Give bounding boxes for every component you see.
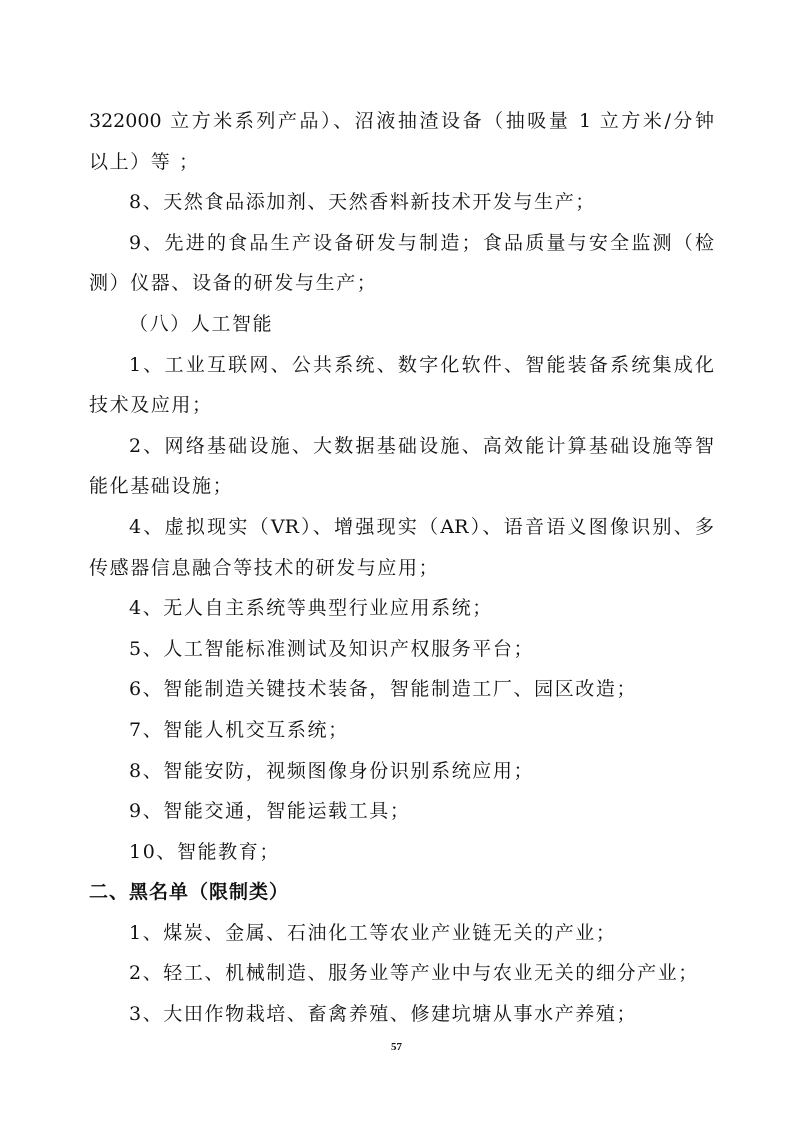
section-heading: 二、黑名单（限制类） [89, 881, 290, 904]
body-text [89, 101, 714, 1035]
list-item: 1、煤炭、金属、石油化工等农业产业链无关的产业； [129, 921, 617, 944]
list-item: 3、大田作物栽培、畜禽养殖、修建坑塘从事水产养殖； [129, 1003, 638, 1026]
list-item: 4、无人自主系统等典型行业应用系统； [129, 597, 493, 620]
text-line: 测）仪器、设备的研发与生产； [89, 272, 378, 295]
list-item: 1、工业互联网、公共系统、数字化软件、智能装备系统集成化 [129, 353, 714, 376]
list-item: 8、天然食品添加剂、天然香料新技术开发与生产； [129, 191, 596, 214]
list-item: 10、智能教育； [129, 840, 280, 863]
text-line: 能化基础设施； [89, 475, 234, 498]
text-line: 技术及应用； [89, 394, 213, 417]
page-number: 57 [391, 1041, 402, 1053]
list-item: 9、智能交通，智能运载工具； [129, 800, 411, 823]
list-item: 6、智能制造关键技术装备，智能制造工厂、园区改造； [129, 678, 638, 701]
list-item: 8、智能安防，视频图像身份识别系统应用； [129, 759, 535, 782]
text-line: 传感器信息融合等技术的研发与应用； [89, 556, 440, 579]
list-item: 4、虚拟现实（VR）、增强现实（AR）、语音语义图像识别、多 [129, 515, 714, 538]
section-subheading: （八）人工智能 [129, 312, 274, 335]
list-item: 5、人工智能标准测试及知识产权服务平台； [129, 637, 535, 660]
list-item: 2、网络基础设施、大数据基础设施、高效能计算基础设施等智 [129, 434, 714, 457]
list-item: 2、轻工、机械制造、服务业等产业中与农业无关的细分产业； [129, 962, 699, 985]
text-line: 以上）等 ； [89, 150, 200, 173]
text-line: 322000 立方米系列产品）、沼液抽渣设备（抽吸量 1 立方米/分钟 [89, 110, 714, 132]
list-item: 7、智能人机交互系统； [129, 718, 349, 741]
list-item: 9、先进的食品生产设备研发与制造；食品质量与安全监测（检 [129, 231, 714, 254]
